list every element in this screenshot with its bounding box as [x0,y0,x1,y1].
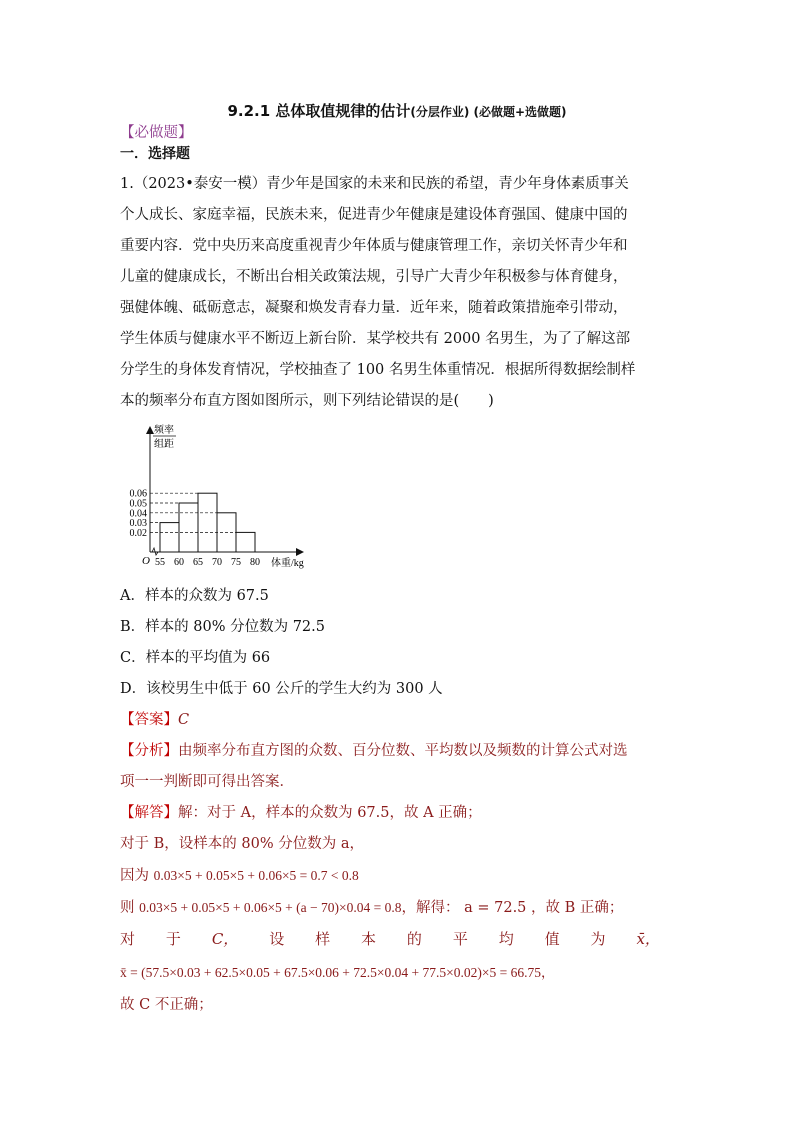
word: 样 [315,930,331,948]
solution-mean-formula: x̄ = (57.5×0.03 + 62.5×0.05 + 67.5×0.06 + 72.5×0.04 + 77.5×0.02)×5 = 66.75， [120,965,555,980]
solution-text: 解：对于 A，样本的众数为 67.5，故 A 正确； [178,805,482,821]
word: x̄， [636,930,660,948]
y-tick-label: 0.03 [129,518,147,530]
word: C， [211,930,239,948]
question-line: 学生体质与健康水平不断迈上新台阶．某学校共有 2000 名男生，为了了解这部 [120,331,631,347]
y-label-top: 频率 [154,425,174,436]
word: 于 [165,930,181,948]
word: 为 [590,930,606,948]
title-sub: (分层作业) (必做题+选做题) [410,105,567,119]
option-a: A．样本的众数为 67.5 [120,588,269,604]
frequency-histogram [110,418,330,578]
origin-label: O [142,555,150,567]
word: 本 [361,930,377,948]
word: 均 [498,930,514,948]
solution-prefix: 则 [120,900,135,916]
question-line: 1.（2023•泰安一模）青少年是国家的未来和民族的希望，青少年身体素质事关 [120,176,629,192]
histogram-bar [160,523,179,552]
x-tick-label: 75 [231,557,241,568]
analysis-tag: 【分析】 [120,743,178,759]
solution-line-b: 对于 B，设样本的 80% 分位数为 a， [120,836,364,852]
x-tick-label: 70 [212,557,222,568]
histogram-bar [236,532,255,552]
analysis-row [120,739,628,760]
analysis-text-2: 项一一判断即可得出答案． [120,774,294,790]
question-line: 分学生的身体发育情况，学校抽查了 100 名男生体重情况．根据所得数据绘制样 [120,362,636,378]
word: 平 [452,930,468,948]
y-label-bottom: 组距 [154,439,174,450]
option-c: C．样本的平均值为 66 [120,650,271,666]
solution-line-c [120,864,359,885]
x-tick-label: 80 [250,557,260,568]
word: 设 [269,930,285,948]
answer-tag: 【答案】 [120,712,178,728]
y-tick-label: 0.05 [129,498,147,510]
required-tag: 【必做题】 [120,125,193,141]
answer-value: C [178,712,190,728]
solution-line-e [120,928,660,949]
solution-math: 0.03×5 + 0.05×5 + 0.06×5 + (a − 70)×0.04 = 0.8 [139,900,402,915]
y-tick-label: 0.04 [129,508,147,520]
option-d: D．该校男生中低于 60 公斤的学生大约为 300 人 [120,681,443,697]
solution-line-d [120,896,623,917]
question-line: 个人成长、家庭幸福，民族未来，促进青少年健康是建设体育强国、健康中国的 [120,207,628,223]
word: 的 [406,930,422,948]
question-line: 重要内容．党中央历来高度重视青少年体质与健康管理工作，亲切关怀青少年和 [120,238,628,254]
y-tick-label: 0.02 [129,527,147,539]
solution-tag: 【解答】 [120,805,178,821]
section-heading: 一．选择题 [120,146,190,162]
word: 值 [544,930,560,948]
solution-row [120,801,482,822]
analysis-text: 由频率分布直方图的众数、百分位数、平均数以及频数的计算公式对选 [178,743,628,759]
y-tick-label: 0.06 [129,488,147,500]
question-line: 儿童的健康成长，不断出台相关政策法规，引导广大青少年积极参与体育健身， [120,269,628,285]
answer-row [120,708,189,729]
x-axis-label: 体重/kg [271,558,304,569]
option-b: B．样本的 80% 分位数为 72.5 [120,619,325,635]
question-line: 本的频率分布直方图如图所示，则下列结论错误的是( ) [120,393,494,409]
solution-math: 0.03×5 + 0.05×5 + 0.06×5 = 0.7 < 0.8 [153,868,359,883]
question-line: 强健体魄、砥砺意志，凝聚和焕发青春力量．近年来，随着政策措施牵引带动， [120,300,628,316]
x-tick-label: 55 [155,557,165,568]
title-main: 9.2.1 总体取值规律的估计 [227,102,411,120]
word: 对 [120,930,136,948]
histogram-bar [198,493,217,552]
x-tick-label: 60 [174,557,184,568]
x-tick-label: 65 [193,557,203,568]
page-title [0,100,794,121]
solution-suffix: ，解得： a = 72.5 ，故 B 正确； [401,900,624,916]
histogram-bar [179,503,198,552]
solution-prefix: 因为 [120,868,149,884]
solution-line-g: 故 C 不正确； [120,997,213,1013]
